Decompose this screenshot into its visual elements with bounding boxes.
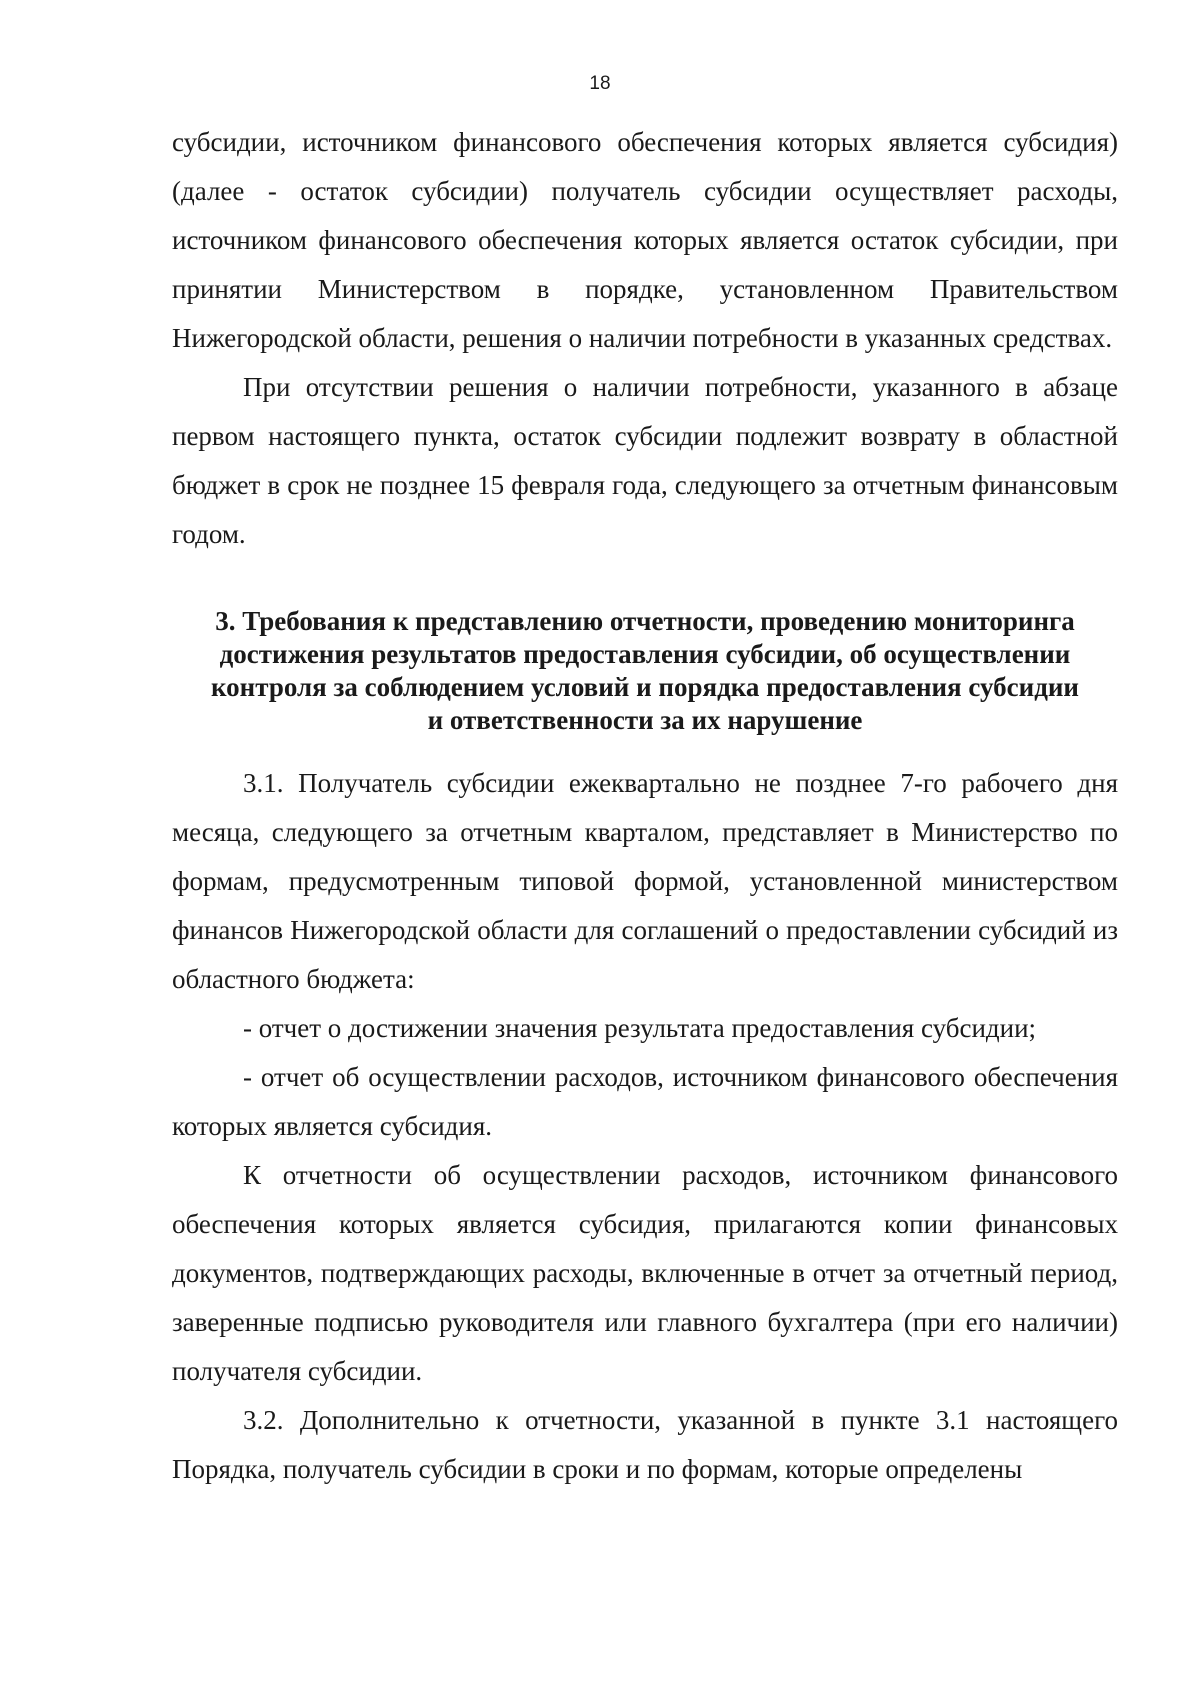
paragraph-3-1: 3.1. Получатель субсидии ежеквартально не позднее 7-го рабочего дня месяца, следующего за отчетным кварталом, представляет в Министерство по формам, предусмотренным типовой формой, установленной министерством финансов Нижегородской области для соглашений о предоставлении субсидий из областного бюджета: bbox=[172, 768, 1118, 994]
list-item-report-result: - отчет о достижении значения результата предоставления субсидии; bbox=[243, 1013, 1037, 1043]
paragraph: К отчетности об осуществлении расходов, источником финансового обеспечения которых является субсидия, прилагаются копии финансовых документов, подтверждающих расходы, включенные в отчет за отчетный период, заверенные подписью руководителя или главного бухгалтера (при его наличии) получателя субсидии. bbox=[172, 1160, 1118, 1386]
section-heading-line: контроля за соблюдением условий и порядка предоставления субсидии bbox=[210, 672, 1079, 702]
page-number: 18 bbox=[589, 73, 611, 94]
paragraph: При отсутствии решения о наличии потребности, указанного в абзаце первом настоящего пункта, остаток субсидии подлежит возврату в областной бюджет в срок не позднее 15 февраля года, следующего за отчетным финансовым годом. bbox=[172, 372, 1118, 549]
document-body bbox=[172, 118, 1118, 1494]
section-heading-line: достижения результатов предоставления субсидии, об осуществлении bbox=[219, 639, 1071, 669]
paragraph-3-2: 3.2. Дополнительно к отчетности, указанной в пункте 3.1 настоящего Порядка, получатель субсидии в сроки и по формам, которые определены bbox=[172, 1405, 1118, 1484]
list-item-report-expenses: - отчет об осуществлении расходов, источником финансового обеспечения которых является субсидия. bbox=[172, 1062, 1118, 1141]
paragraph: субсидии, источником финансового обеспечения которых является субсидия) (далее - остаток субсидии) получатель субсидии осуществляет расходы, источником финансового обеспечения которых является остаток субсидии, при принятии Министерством в порядке, установленном Правительством Нижегородской области, решения о наличии потребности в указанных средствах. bbox=[172, 127, 1118, 353]
section-heading-line: и ответственности за их нарушение bbox=[427, 705, 863, 735]
section-heading bbox=[172, 605, 1118, 737]
section-heading-line: 3. Требования к представлению отчетности, проведению мониторинга bbox=[215, 606, 1075, 636]
